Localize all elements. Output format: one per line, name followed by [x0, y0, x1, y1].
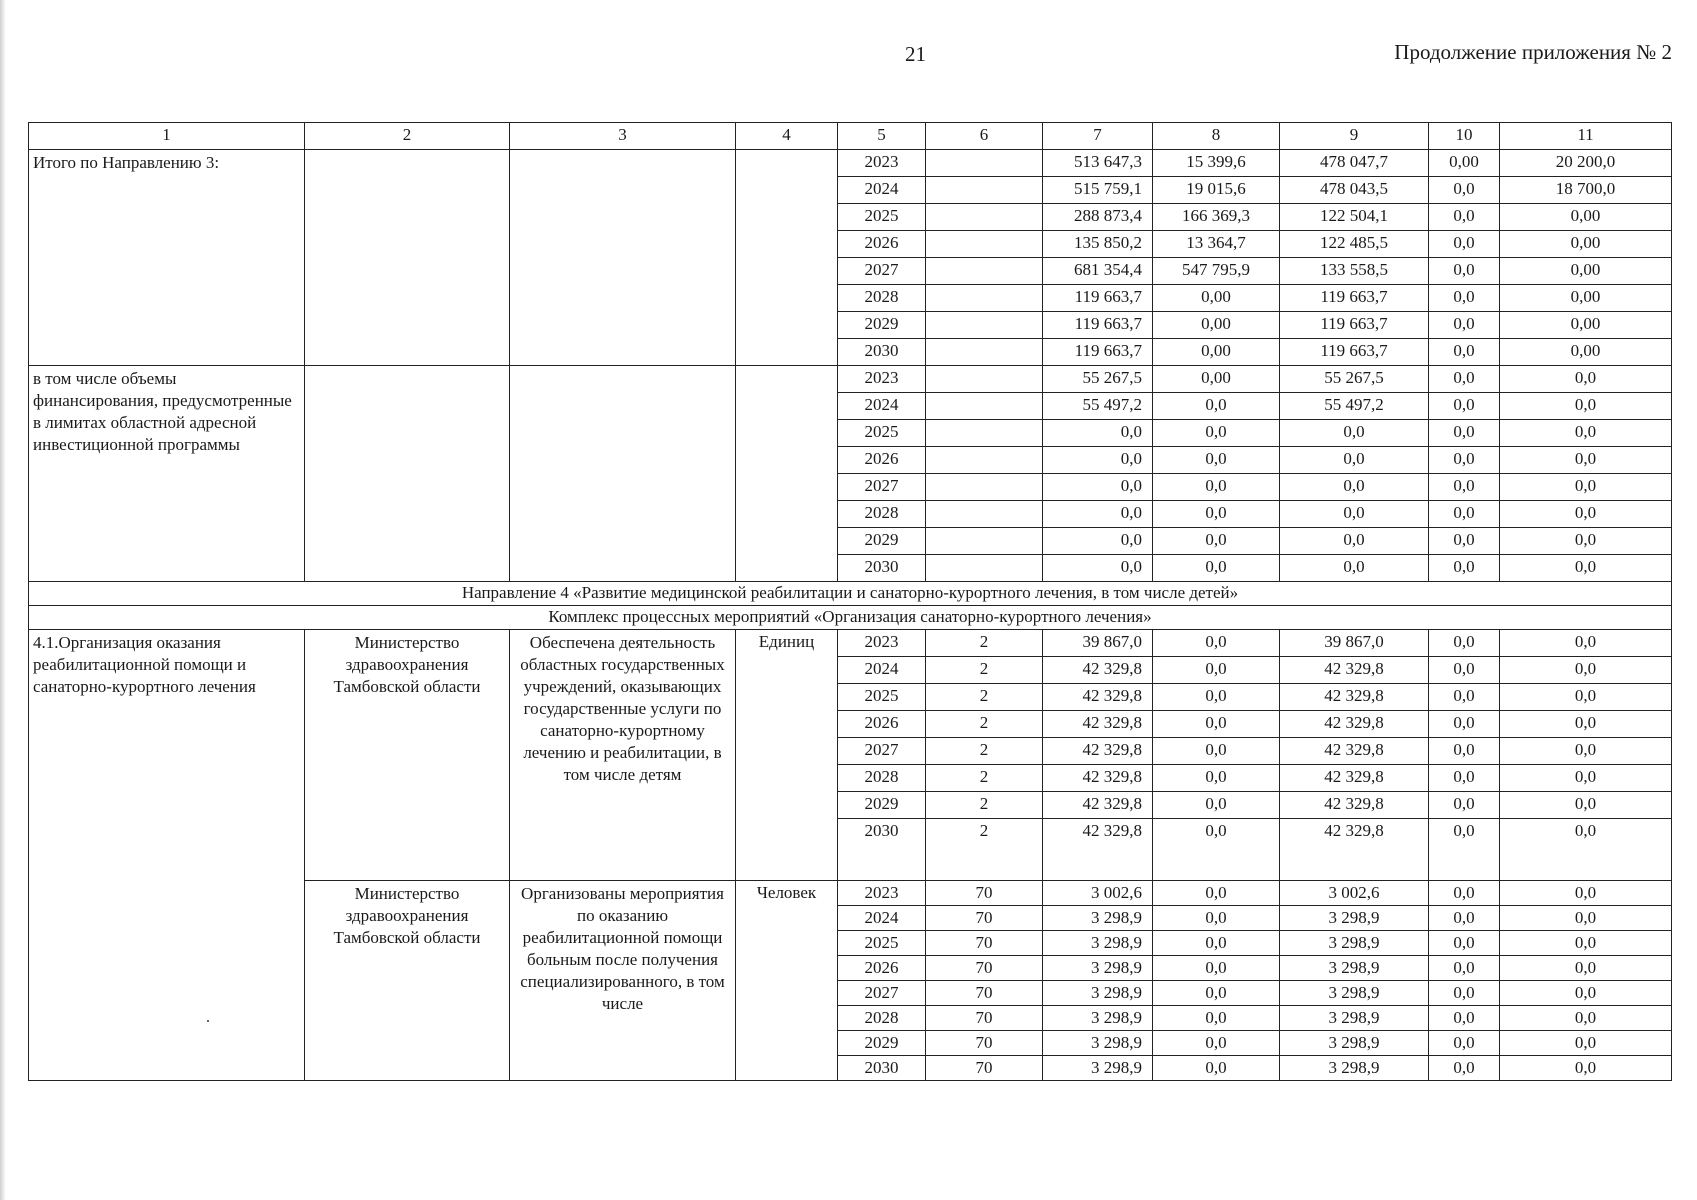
local-budget-cell: 0,0 — [1429, 684, 1500, 711]
total-funding-cell: 119 663,7 — [1043, 339, 1153, 366]
indicator-value-cell — [926, 177, 1043, 204]
responsible-cell: Министерство здравоохранения Тамбовской области — [305, 630, 510, 881]
local-budget-cell: 0,0 — [1429, 258, 1500, 285]
extrabudget-cell: 0,0 — [1500, 738, 1672, 765]
local-budget-cell: 0,0 — [1429, 1031, 1500, 1056]
federal-budget-cell: 0,0 — [1153, 956, 1280, 981]
federal-budget-cell: 0,0 — [1153, 684, 1280, 711]
local-budget-cell: 0,0 — [1429, 420, 1500, 447]
extrabudget-cell: 0,0 — [1500, 1056, 1672, 1081]
local-budget-cell: 0,0 — [1429, 711, 1500, 738]
total-funding-cell: 42 329,8 — [1043, 792, 1153, 819]
indicator-value-cell — [926, 339, 1043, 366]
regional-budget-cell: 133 558,5 — [1280, 258, 1429, 285]
regional-budget-cell: 42 329,8 — [1280, 792, 1429, 819]
federal-budget-cell: 0,0 — [1153, 555, 1280, 582]
local-budget-cell: 0,0 — [1429, 339, 1500, 366]
extrabudget-cell: 0,0 — [1500, 792, 1672, 819]
year-cell: 2025 — [838, 684, 926, 711]
indicator-value-cell: 2 — [926, 792, 1043, 819]
total-funding-cell: 681 354,4 — [1043, 258, 1153, 285]
local-budget-cell: 0,0 — [1429, 1056, 1500, 1081]
year-cell: 2029 — [838, 528, 926, 555]
local-budget-cell: 0,0 — [1429, 956, 1500, 981]
extrabudget-cell: 0,0 — [1500, 765, 1672, 792]
year-cell: 2025 — [838, 420, 926, 447]
year-cell: 2026 — [838, 447, 926, 474]
direction-title: Направление 4 «Развитие медицинской реабилитации и санаторно-курортного лечения, в том числе детей» — [29, 582, 1672, 606]
page-number: 21 — [905, 42, 926, 66]
local-budget-cell: 0,0 — [1429, 981, 1500, 1006]
year-cell: 2030 — [838, 1056, 926, 1081]
column-header: 7 — [1043, 123, 1153, 150]
federal-budget-cell: 0,00 — [1153, 312, 1280, 339]
regional-budget-cell: 119 663,7 — [1280, 339, 1429, 366]
extrabudget-cell: 0,00 — [1500, 231, 1672, 258]
unit-cell — [736, 366, 838, 582]
federal-budget-cell: 0,0 — [1153, 657, 1280, 684]
indicator-value-cell — [926, 447, 1043, 474]
federal-budget-cell: 0,0 — [1153, 765, 1280, 792]
total-funding-cell: 55 497,2 — [1043, 393, 1153, 420]
year-cell: 2028 — [838, 285, 926, 312]
local-budget-cell: 0,0 — [1429, 204, 1500, 231]
regional-budget-cell: 3 298,9 — [1280, 1006, 1429, 1031]
table-row — [29, 150, 1672, 177]
year-cell: 2030 — [838, 339, 926, 366]
regional-budget-cell: 0,0 — [1280, 555, 1429, 582]
regional-budget-cell: 478 043,5 — [1280, 177, 1429, 204]
indicator-value-cell — [926, 312, 1043, 339]
federal-budget-cell: 0,0 — [1153, 738, 1280, 765]
local-budget-cell: 0,0 — [1429, 555, 1500, 582]
indicator-value-cell — [926, 204, 1043, 231]
local-budget-cell: 0,0 — [1429, 738, 1500, 765]
total-funding-cell: 3 002,6 — [1043, 881, 1153, 906]
extrabudget-cell: 0,0 — [1500, 474, 1672, 501]
total-funding-cell: 513 647,3 — [1043, 150, 1153, 177]
year-cell: 2023 — [838, 630, 926, 657]
regional-budget-cell: 55 267,5 — [1280, 366, 1429, 393]
federal-budget-cell: 0,0 — [1153, 630, 1280, 657]
row-label: Итого по Направлению 3: — [29, 150, 305, 366]
total-funding-cell: 3 298,9 — [1043, 1006, 1153, 1031]
year-cell: 2024 — [838, 906, 926, 931]
federal-budget-cell: 0,0 — [1153, 819, 1280, 881]
regional-budget-cell: 3 298,9 — [1280, 1056, 1429, 1081]
federal-budget-cell: 0,0 — [1153, 881, 1280, 906]
local-budget-cell: 0,0 — [1429, 792, 1500, 819]
indicator-value-cell — [926, 555, 1043, 582]
table-row — [29, 630, 1672, 657]
regional-budget-cell: 119 663,7 — [1280, 285, 1429, 312]
extrabudget-cell: 0,0 — [1500, 1006, 1672, 1031]
result-cell: Обеспечена деятельность областных государственных учреждений, оказывающих государственные услуги по санаторно-курортному лечению и реабилитации, в том числе детям — [510, 630, 736, 881]
unit-cell: Человек — [736, 881, 838, 1081]
federal-budget-cell: 0,0 — [1153, 981, 1280, 1006]
result-cell: Организованы мероприятия по оказанию реабилитационной помощи больным после получения специализированного, в том числе — [510, 881, 736, 1081]
federal-budget-cell: 0,0 — [1153, 474, 1280, 501]
total-funding-cell: 119 663,7 — [1043, 285, 1153, 312]
year-cell: 2026 — [838, 956, 926, 981]
regional-budget-cell: 3 298,9 — [1280, 931, 1429, 956]
total-funding-cell: 0,0 — [1043, 528, 1153, 555]
result-cell — [510, 366, 736, 582]
regional-budget-cell: 42 329,8 — [1280, 657, 1429, 684]
federal-budget-cell: 0,0 — [1153, 792, 1280, 819]
federal-budget-cell: 0,0 — [1153, 447, 1280, 474]
year-cell: 2027 — [838, 474, 926, 501]
year-cell: 2025 — [838, 204, 926, 231]
regional-budget-cell: 119 663,7 — [1280, 312, 1429, 339]
regional-budget-cell: 3 298,9 — [1280, 981, 1429, 1006]
total-funding-cell: 3 298,9 — [1043, 931, 1153, 956]
total-funding-cell: 0,0 — [1043, 474, 1153, 501]
column-number-row — [29, 123, 1672, 150]
federal-budget-cell: 0,0 — [1153, 931, 1280, 956]
column-header: 1 — [29, 123, 305, 150]
indicator-value-cell — [926, 393, 1043, 420]
total-funding-cell: 42 329,8 — [1043, 819, 1153, 881]
responsible-cell — [305, 150, 510, 366]
regional-budget-cell: 55 497,2 — [1280, 393, 1429, 420]
total-funding-cell: 0,0 — [1043, 501, 1153, 528]
local-budget-cell: 0,0 — [1429, 177, 1500, 204]
federal-budget-cell: 0,0 — [1153, 1031, 1280, 1056]
extrabudget-cell: 18 700,0 — [1500, 177, 1672, 204]
column-header: 3 — [510, 123, 736, 150]
indicator-value-cell: 70 — [926, 1006, 1043, 1031]
federal-budget-cell: 0,00 — [1153, 339, 1280, 366]
federal-budget-cell: 0,00 — [1153, 285, 1280, 312]
total-funding-cell: 42 329,8 — [1043, 657, 1153, 684]
federal-budget-cell: 19 015,6 — [1153, 177, 1280, 204]
local-budget-cell: 0,0 — [1429, 657, 1500, 684]
total-funding-cell: 288 873,4 — [1043, 204, 1153, 231]
regional-budget-cell: 42 329,8 — [1280, 819, 1429, 881]
indicator-value-cell — [926, 285, 1043, 312]
regional-budget-cell: 42 329,8 — [1280, 765, 1429, 792]
unit-cell — [736, 150, 838, 366]
year-cell: 2024 — [838, 393, 926, 420]
table-body — [29, 123, 1672, 1081]
extrabudget-cell: 0,0 — [1500, 393, 1672, 420]
year-cell: 2030 — [838, 555, 926, 582]
extrabudget-cell: 0,0 — [1500, 1031, 1672, 1056]
local-budget-cell: 0,0 — [1429, 819, 1500, 881]
regional-budget-cell: 3 002,6 — [1280, 881, 1429, 906]
total-funding-cell: 3 298,9 — [1043, 981, 1153, 1006]
local-budget-cell: 0,0 — [1429, 447, 1500, 474]
regional-budget-cell: 0,0 — [1280, 447, 1429, 474]
regional-budget-cell: 3 298,9 — [1280, 906, 1429, 931]
extrabudget-cell: 0,00 — [1500, 258, 1672, 285]
extrabudget-cell: 0,0 — [1500, 931, 1672, 956]
regional-budget-cell: 478 047,7 — [1280, 150, 1429, 177]
total-funding-cell: 515 759,1 — [1043, 177, 1153, 204]
local-budget-cell: 0,0 — [1429, 501, 1500, 528]
budget-table — [28, 122, 1672, 1081]
federal-budget-cell: 15 399,6 — [1153, 150, 1280, 177]
local-budget-cell: 0,0 — [1429, 931, 1500, 956]
regional-budget-cell: 3 298,9 — [1280, 956, 1429, 981]
extrabudget-cell: 0,0 — [1500, 555, 1672, 582]
column-header: 2 — [305, 123, 510, 150]
year-cell: 2027 — [838, 738, 926, 765]
extrabudget-cell: 0,0 — [1500, 420, 1672, 447]
year-cell: 2029 — [838, 792, 926, 819]
indicator-value-cell: 70 — [926, 1056, 1043, 1081]
column-header: 10 — [1429, 123, 1500, 150]
indicator-value-cell: 2 — [926, 684, 1043, 711]
extrabudget-cell: 0,0 — [1500, 906, 1672, 931]
extrabudget-cell: 0,00 — [1500, 204, 1672, 231]
scan-speck — [207, 1020, 209, 1022]
indicator-value-cell — [926, 258, 1043, 285]
result-cell — [510, 150, 736, 366]
column-header: 6 — [926, 123, 1043, 150]
appendix-note: Продолжение приложения № 2 — [1394, 40, 1672, 64]
indicator-value-cell: 70 — [926, 906, 1043, 931]
extrabudget-cell: 20 200,0 — [1500, 150, 1672, 177]
regional-budget-cell: 0,0 — [1280, 474, 1429, 501]
extrabudget-cell: 0,0 — [1500, 528, 1672, 555]
total-funding-cell: 135 850,2 — [1043, 231, 1153, 258]
local-budget-cell: 0,0 — [1429, 393, 1500, 420]
regional-budget-cell: 0,0 — [1280, 501, 1429, 528]
regional-budget-cell: 0,0 — [1280, 528, 1429, 555]
indicator-value-cell: 70 — [926, 981, 1043, 1006]
scan-edge — [0, 0, 6, 1200]
total-funding-cell: 0,0 — [1043, 420, 1153, 447]
extrabudget-cell: 0,0 — [1500, 447, 1672, 474]
section-row — [29, 606, 1672, 630]
measure-label: 4.1.Организация оказания реабилитационной помощи и санаторно-курортного лечения — [29, 630, 305, 1081]
total-funding-cell: 42 329,8 — [1043, 765, 1153, 792]
indicator-value-cell — [926, 366, 1043, 393]
column-header: 8 — [1153, 123, 1280, 150]
federal-budget-cell: 0,0 — [1153, 906, 1280, 931]
indicator-value-cell: 2 — [926, 711, 1043, 738]
year-cell: 2028 — [838, 1006, 926, 1031]
indicator-value-cell: 70 — [926, 956, 1043, 981]
federal-budget-cell: 0,0 — [1153, 420, 1280, 447]
extrabudget-cell: 0,00 — [1500, 285, 1672, 312]
federal-budget-cell: 547 795,9 — [1153, 258, 1280, 285]
regional-budget-cell: 122 504,1 — [1280, 204, 1429, 231]
total-funding-cell: 3 298,9 — [1043, 1056, 1153, 1081]
indicator-value-cell — [926, 231, 1043, 258]
year-cell: 2029 — [838, 1031, 926, 1056]
federal-budget-cell: 0,0 — [1153, 1006, 1280, 1031]
unit-cell: Единиц — [736, 630, 838, 881]
year-cell: 2030 — [838, 819, 926, 881]
year-cell: 2023 — [838, 150, 926, 177]
local-budget-cell: 0,00 — [1429, 150, 1500, 177]
section-row — [29, 582, 1672, 606]
total-funding-cell: 42 329,8 — [1043, 684, 1153, 711]
column-header: 5 — [838, 123, 926, 150]
indicator-value-cell — [926, 528, 1043, 555]
year-cell: 2027 — [838, 981, 926, 1006]
responsible-cell — [305, 366, 510, 582]
federal-budget-cell: 13 364,7 — [1153, 231, 1280, 258]
extrabudget-cell: 0,0 — [1500, 501, 1672, 528]
federal-budget-cell: 0,0 — [1153, 393, 1280, 420]
local-budget-cell: 0,0 — [1429, 630, 1500, 657]
total-funding-cell: 119 663,7 — [1043, 312, 1153, 339]
extrabudget-cell: 0,0 — [1500, 711, 1672, 738]
federal-budget-cell: 0,0 — [1153, 528, 1280, 555]
extrabudget-cell: 0,0 — [1500, 881, 1672, 906]
indicator-value-cell — [926, 150, 1043, 177]
year-cell: 2023 — [838, 366, 926, 393]
total-funding-cell: 42 329,8 — [1043, 711, 1153, 738]
year-cell: 2026 — [838, 711, 926, 738]
responsible-cell: Министерство здравоохранения Тамбовской области — [305, 881, 510, 1081]
total-funding-cell: 3 298,9 — [1043, 1031, 1153, 1056]
indicator-value-cell: 70 — [926, 931, 1043, 956]
year-cell: 2028 — [838, 765, 926, 792]
extrabudget-cell: 0,0 — [1500, 956, 1672, 981]
regional-budget-cell: 122 485,5 — [1280, 231, 1429, 258]
column-header: 11 — [1500, 123, 1672, 150]
local-budget-cell: 0,0 — [1429, 474, 1500, 501]
regional-budget-cell: 42 329,8 — [1280, 684, 1429, 711]
indicator-value-cell — [926, 501, 1043, 528]
total-funding-cell: 3 298,9 — [1043, 956, 1153, 981]
year-cell: 2025 — [838, 931, 926, 956]
local-budget-cell: 0,0 — [1429, 366, 1500, 393]
local-budget-cell: 0,0 — [1429, 231, 1500, 258]
indicator-value-cell: 70 — [926, 1031, 1043, 1056]
year-cell: 2023 — [838, 881, 926, 906]
extrabudget-cell: 0,0 — [1500, 981, 1672, 1006]
regional-budget-cell: 42 329,8 — [1280, 711, 1429, 738]
federal-budget-cell: 0,0 — [1153, 711, 1280, 738]
extrabudget-cell: 0,00 — [1500, 339, 1672, 366]
total-funding-cell: 3 298,9 — [1043, 906, 1153, 931]
year-cell: 2024 — [838, 177, 926, 204]
federal-budget-cell: 0,0 — [1153, 1056, 1280, 1081]
local-budget-cell: 0,0 — [1429, 765, 1500, 792]
local-budget-cell: 0,0 — [1429, 881, 1500, 906]
total-funding-cell: 42 329,8 — [1043, 738, 1153, 765]
regional-budget-cell: 42 329,8 — [1280, 738, 1429, 765]
complex-title: Комплекс процессных мероприятий «Организация санаторно-курортного лечения» — [29, 606, 1672, 630]
total-funding-cell: 55 267,5 — [1043, 366, 1153, 393]
total-funding-cell: 0,0 — [1043, 555, 1153, 582]
column-header: 9 — [1280, 123, 1429, 150]
year-cell: 2026 — [838, 231, 926, 258]
year-cell: 2028 — [838, 501, 926, 528]
year-cell: 2029 — [838, 312, 926, 339]
indicator-value-cell — [926, 474, 1043, 501]
extrabudget-cell: 0,0 — [1500, 684, 1672, 711]
federal-budget-cell: 0,00 — [1153, 366, 1280, 393]
local-budget-cell: 0,0 — [1429, 1006, 1500, 1031]
extrabudget-cell: 0,0 — [1500, 657, 1672, 684]
extrabudget-cell: 0,0 — [1500, 630, 1672, 657]
regional-budget-cell: 39 867,0 — [1280, 630, 1429, 657]
total-funding-cell: 0,0 — [1043, 447, 1153, 474]
indicator-value-cell: 2 — [926, 819, 1043, 881]
indicator-value-cell: 2 — [926, 765, 1043, 792]
total-funding-cell: 39 867,0 — [1043, 630, 1153, 657]
indicator-value-cell: 2 — [926, 630, 1043, 657]
federal-budget-cell: 166 369,3 — [1153, 204, 1280, 231]
local-budget-cell: 0,0 — [1429, 312, 1500, 339]
year-cell: 2024 — [838, 657, 926, 684]
indicator-value-cell — [926, 420, 1043, 447]
indicator-value-cell: 70 — [926, 881, 1043, 906]
local-budget-cell: 0,0 — [1429, 285, 1500, 312]
column-header: 4 — [736, 123, 838, 150]
indicator-value-cell: 2 — [926, 657, 1043, 684]
federal-budget-cell: 0,0 — [1153, 501, 1280, 528]
year-cell: 2027 — [838, 258, 926, 285]
table-row — [29, 366, 1672, 393]
row-label: в том числе объемы финансирования, предусмотренные в лимитах областной адресной инвестиционной программы — [29, 366, 305, 582]
regional-budget-cell: 0,0 — [1280, 420, 1429, 447]
local-budget-cell: 0,0 — [1429, 528, 1500, 555]
regional-budget-cell: 3 298,9 — [1280, 1031, 1429, 1056]
local-budget-cell: 0,0 — [1429, 906, 1500, 931]
extrabudget-cell: 0,0 — [1500, 819, 1672, 881]
indicator-value-cell: 2 — [926, 738, 1043, 765]
extrabudget-cell: 0,0 — [1500, 366, 1672, 393]
extrabudget-cell: 0,00 — [1500, 312, 1672, 339]
